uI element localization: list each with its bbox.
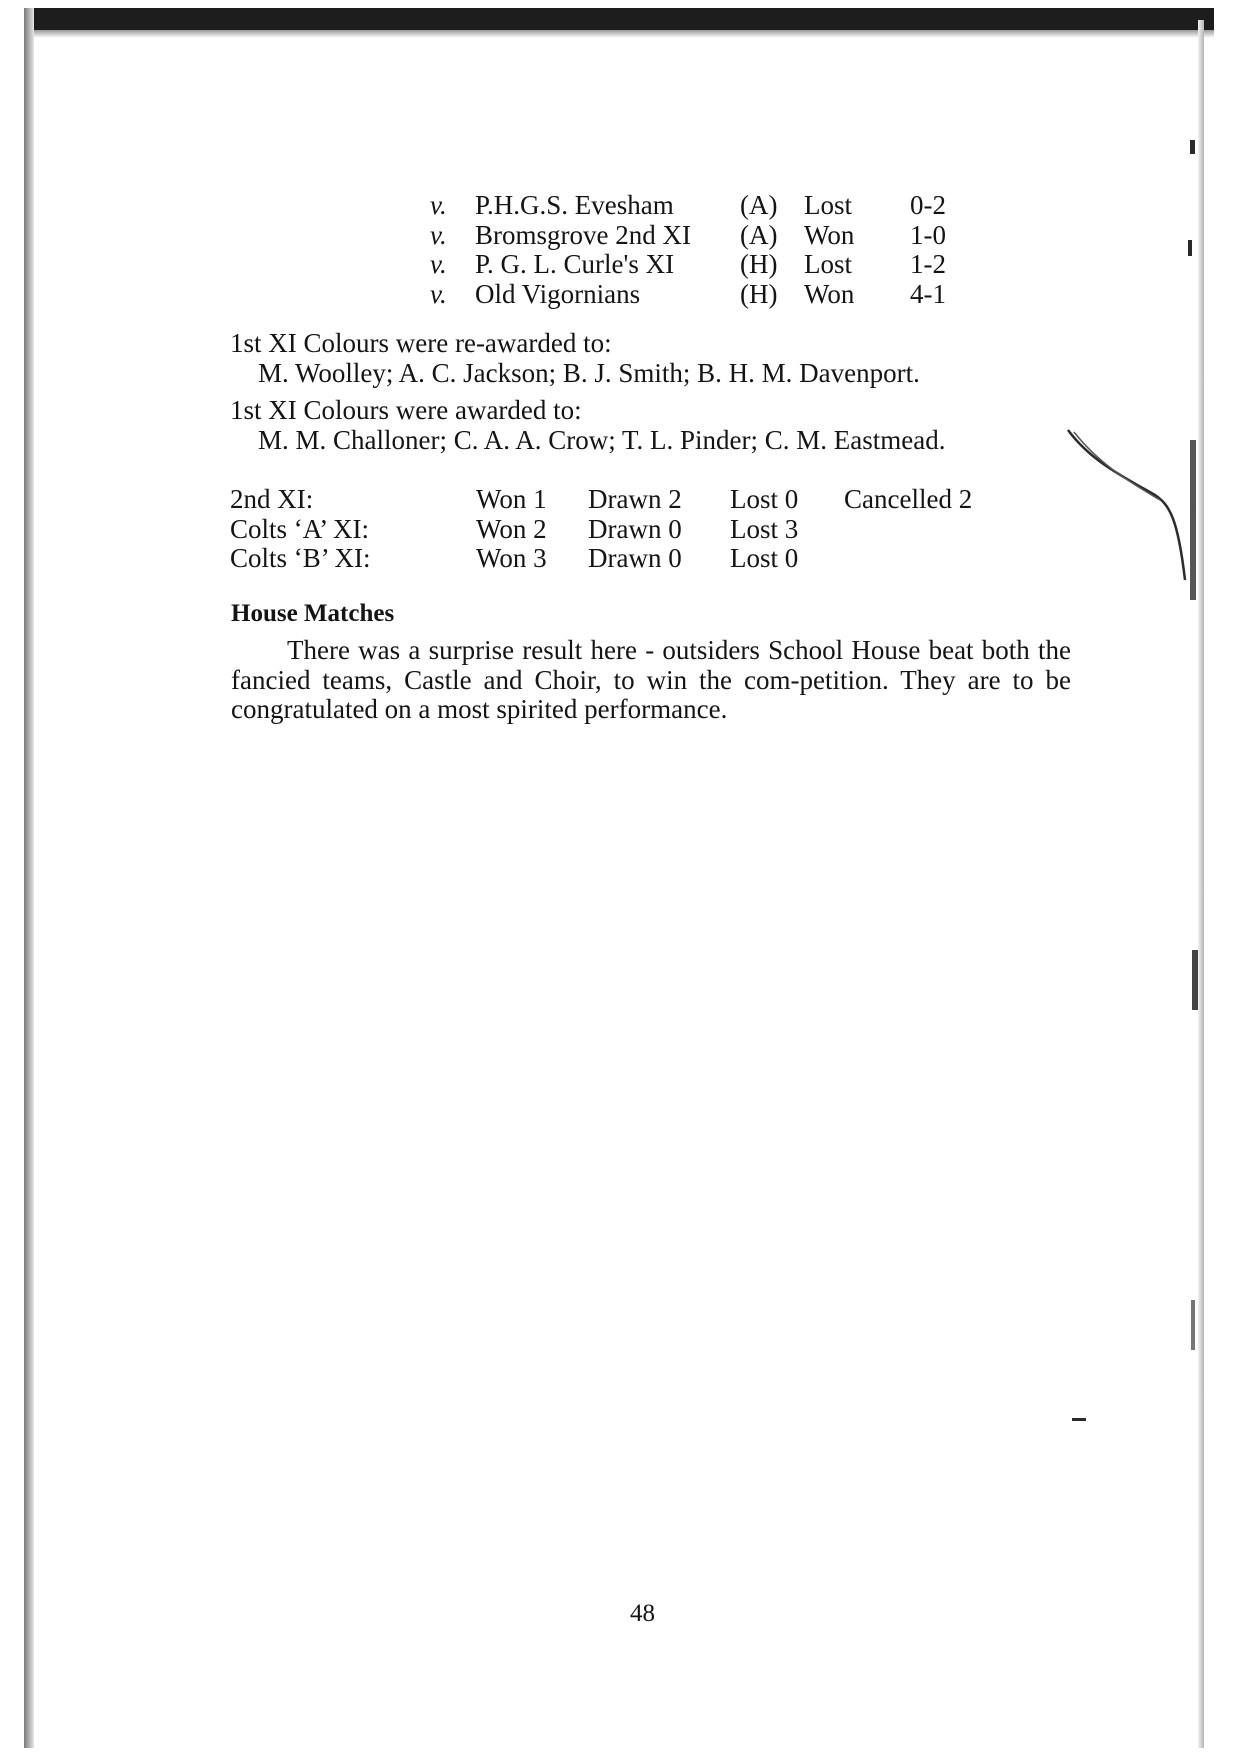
summary-lost: Lost 3 <box>730 513 799 544</box>
fixture-score: 0-2 <box>910 190 946 220</box>
summary-won: Won 3 <box>476 543 547 573</box>
fixture-result: Won <box>804 219 855 250</box>
summary-row <box>230 514 1030 544</box>
house-matches-heading: House Matches <box>231 600 395 627</box>
pen-mark <box>1060 420 1200 590</box>
fixture-venue: (A) <box>740 190 778 220</box>
summary-lost: Lost 0 <box>730 543 799 573</box>
page-top-shadow <box>28 30 1214 38</box>
fixture-venue: (H) <box>740 278 778 309</box>
fixture-opponent: P.H.G.S. Evesham <box>475 190 674 220</box>
fixture-result: Lost <box>804 190 853 220</box>
fixture-result: Won <box>804 278 855 309</box>
fixture-score: 4-1 <box>910 278 946 309</box>
summary-drawn: Drawn 0 <box>588 513 682 544</box>
reawarded-colours-names: M. Woolley; A. C. Jackson; B. J. Smith; B. H. M. Davenport. <box>258 358 920 388</box>
fixture-venue: (A) <box>740 219 778 250</box>
fixture-opponent: P. G. L. Curle's XI <box>475 249 675 279</box>
fixture-opponent: Bromsgrove 2nd XI <box>475 219 691 250</box>
summary-drawn: Drawn 0 <box>588 543 682 573</box>
fixture-prefix: v. <box>430 278 447 309</box>
fixture-row <box>430 249 1030 279</box>
scan-speck <box>1188 240 1192 256</box>
summary-cancelled: Cancelled 2 <box>844 484 973 514</box>
summary-row <box>230 484 1030 514</box>
fixture-score: 1-2 <box>910 249 946 279</box>
fixture-prefix: v. <box>430 219 447 250</box>
page-right-edge <box>1198 20 1204 1748</box>
fixture-row <box>430 190 1030 220</box>
summary-team: 2nd XI: <box>230 484 314 514</box>
scan-speck <box>1191 1300 1195 1350</box>
summary-team: Colts ‘A’ XI: <box>230 513 369 544</box>
summary-row <box>230 543 1030 573</box>
fixture-prefix: v. <box>430 249 447 279</box>
summary-team: Colts ‘B’ XI: <box>230 543 371 573</box>
summary-drawn: Drawn 2 <box>588 484 682 514</box>
scan-speck <box>1192 950 1198 1010</box>
awarded-colours-heading: 1st XI Colours were awarded to: <box>230 395 582 425</box>
fixtures-list <box>430 190 1030 308</box>
summary-lost: Lost 0 <box>730 484 799 514</box>
scan-speck <box>1072 1418 1086 1421</box>
fixture-prefix: v. <box>430 190 447 220</box>
page-number: 48 <box>630 1600 655 1627</box>
reawarded-colours-heading: 1st XI Colours were re-awarded to: <box>230 328 612 358</box>
fixture-opponent: Old Vigornians <box>475 278 641 309</box>
awarded-colours-names: M. M. Challoner; C. A. A. Crow; T. L. Pinder; C. M. Eastmead. <box>258 425 946 455</box>
fixture-row <box>430 279 1030 309</box>
scan-speck <box>1190 140 1195 154</box>
page-top-edge <box>28 8 1214 30</box>
summary-won: Won 2 <box>476 513 547 544</box>
results-summary <box>230 484 1030 573</box>
summary-won: Won 1 <box>476 484 547 514</box>
house-matches-body <box>231 636 1071 725</box>
fixture-row <box>430 220 1030 250</box>
fixture-score: 1-0 <box>910 219 946 250</box>
page-binding-edge <box>24 8 34 1748</box>
fixture-result: Lost <box>804 249 853 279</box>
house-matches-paragraph: There was a surprise result here - outsiders School House beat both the fancied teams, Castle and Choir, to win the com-petition. They are to be congratulated on a most spirited performance. <box>231 635 1071 724</box>
fixture-venue: (H) <box>740 249 778 279</box>
